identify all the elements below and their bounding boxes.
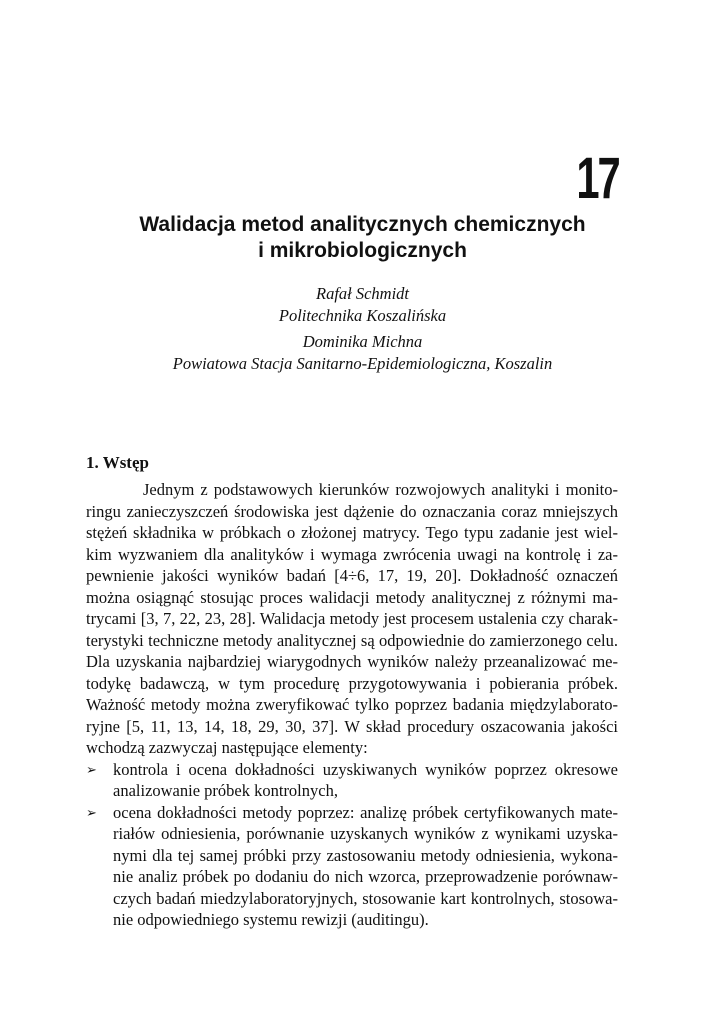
author-affiliation: Powiatowa Stacja Sanitarno-Epidemiologiczna, Koszalin <box>172 354 553 373</box>
author-name: Dominika Michna <box>302 332 423 351</box>
author-list <box>0 283 725 375</box>
arrow-bullet-icon: ➢ <box>86 761 97 777</box>
author-affiliation: Politechnika Koszalińska <box>278 306 447 325</box>
chapter-title-line-1: Walidacja metod analitycznych chemicznych <box>139 213 586 236</box>
chapter-number: 17 <box>576 146 619 211</box>
list-item-text: ocena dokładności metody poprzez: analizę próbek certyfikowanych materiałów odniesienia, porównanie uzyskanych wyników z wynikami uzyskanymi dla tej samej próbki przy zastosowaniu metody odniesienia, wykonanie analiz próbek po dodaniu do nich wzorca, przeprowadzenie porównawczych badań miedzylaboratoryjnych, stosowanie kart kontrolnych, stosowanie odpowiedniego systemu rewizji (auditingu). <box>113 802 618 929</box>
author-name: Rafał Schmidt <box>315 284 410 303</box>
author-block <box>0 331 725 375</box>
arrow-bullet-icon: ➢ <box>86 804 97 820</box>
section-body <box>86 479 618 931</box>
intro-paragraph: Jednym z podstawowych kierunków rozwojowych analityki i monitoringu zanieczyszczeń środowiska jest dążenie do oznaczania coraz mniejszych stężeń składnika w próbkach o złożonej matrycy. Tego typu zadanie jest wielkim wyzwaniem dla analityków i wymaga zwrócenia uwagi na kontrolę i zapewnienie jakości wyników badań [4÷6, 17, 19, 20]. Dokładność oznaczeń można osiągnąć stosując proces walidacji metody analitycznej z różnymi matrycami [3, 7, 22, 23, 28]. Walidacja metody jest procesem ustalenia czy charakterystyki techniczne metody analitycznej są odpowiednie do zamierzonego celu. Dla uzyskania najbardziej wiarygodnych wyników należy przeanalizować metodykę badawczą, w tym procedurę przygotowywania i pobierania próbek. Ważność metody można zweryfikować tylko poprzez badania międzylaboratoryjne [5, 11, 13, 14, 18, 29, 30, 37]. W skład procedury oszacowania jakości wchodzą zazwyczaj następujące elementy: <box>86 480 618 757</box>
section-heading: 1. Wstęp <box>86 453 149 472</box>
bullet-list <box>86 759 618 931</box>
chapter-title-line-2: i mikrobiologicznych <box>258 239 467 262</box>
list-item-text: kontrola i ocena dokładności uzyskiwanych wyników poprzez okresowe analizowanie próbek kontrolnych, <box>113 759 618 800</box>
list-item <box>86 759 618 802</box>
list-item <box>86 802 618 931</box>
author-block <box>0 283 725 327</box>
chapter-title <box>0 212 725 264</box>
